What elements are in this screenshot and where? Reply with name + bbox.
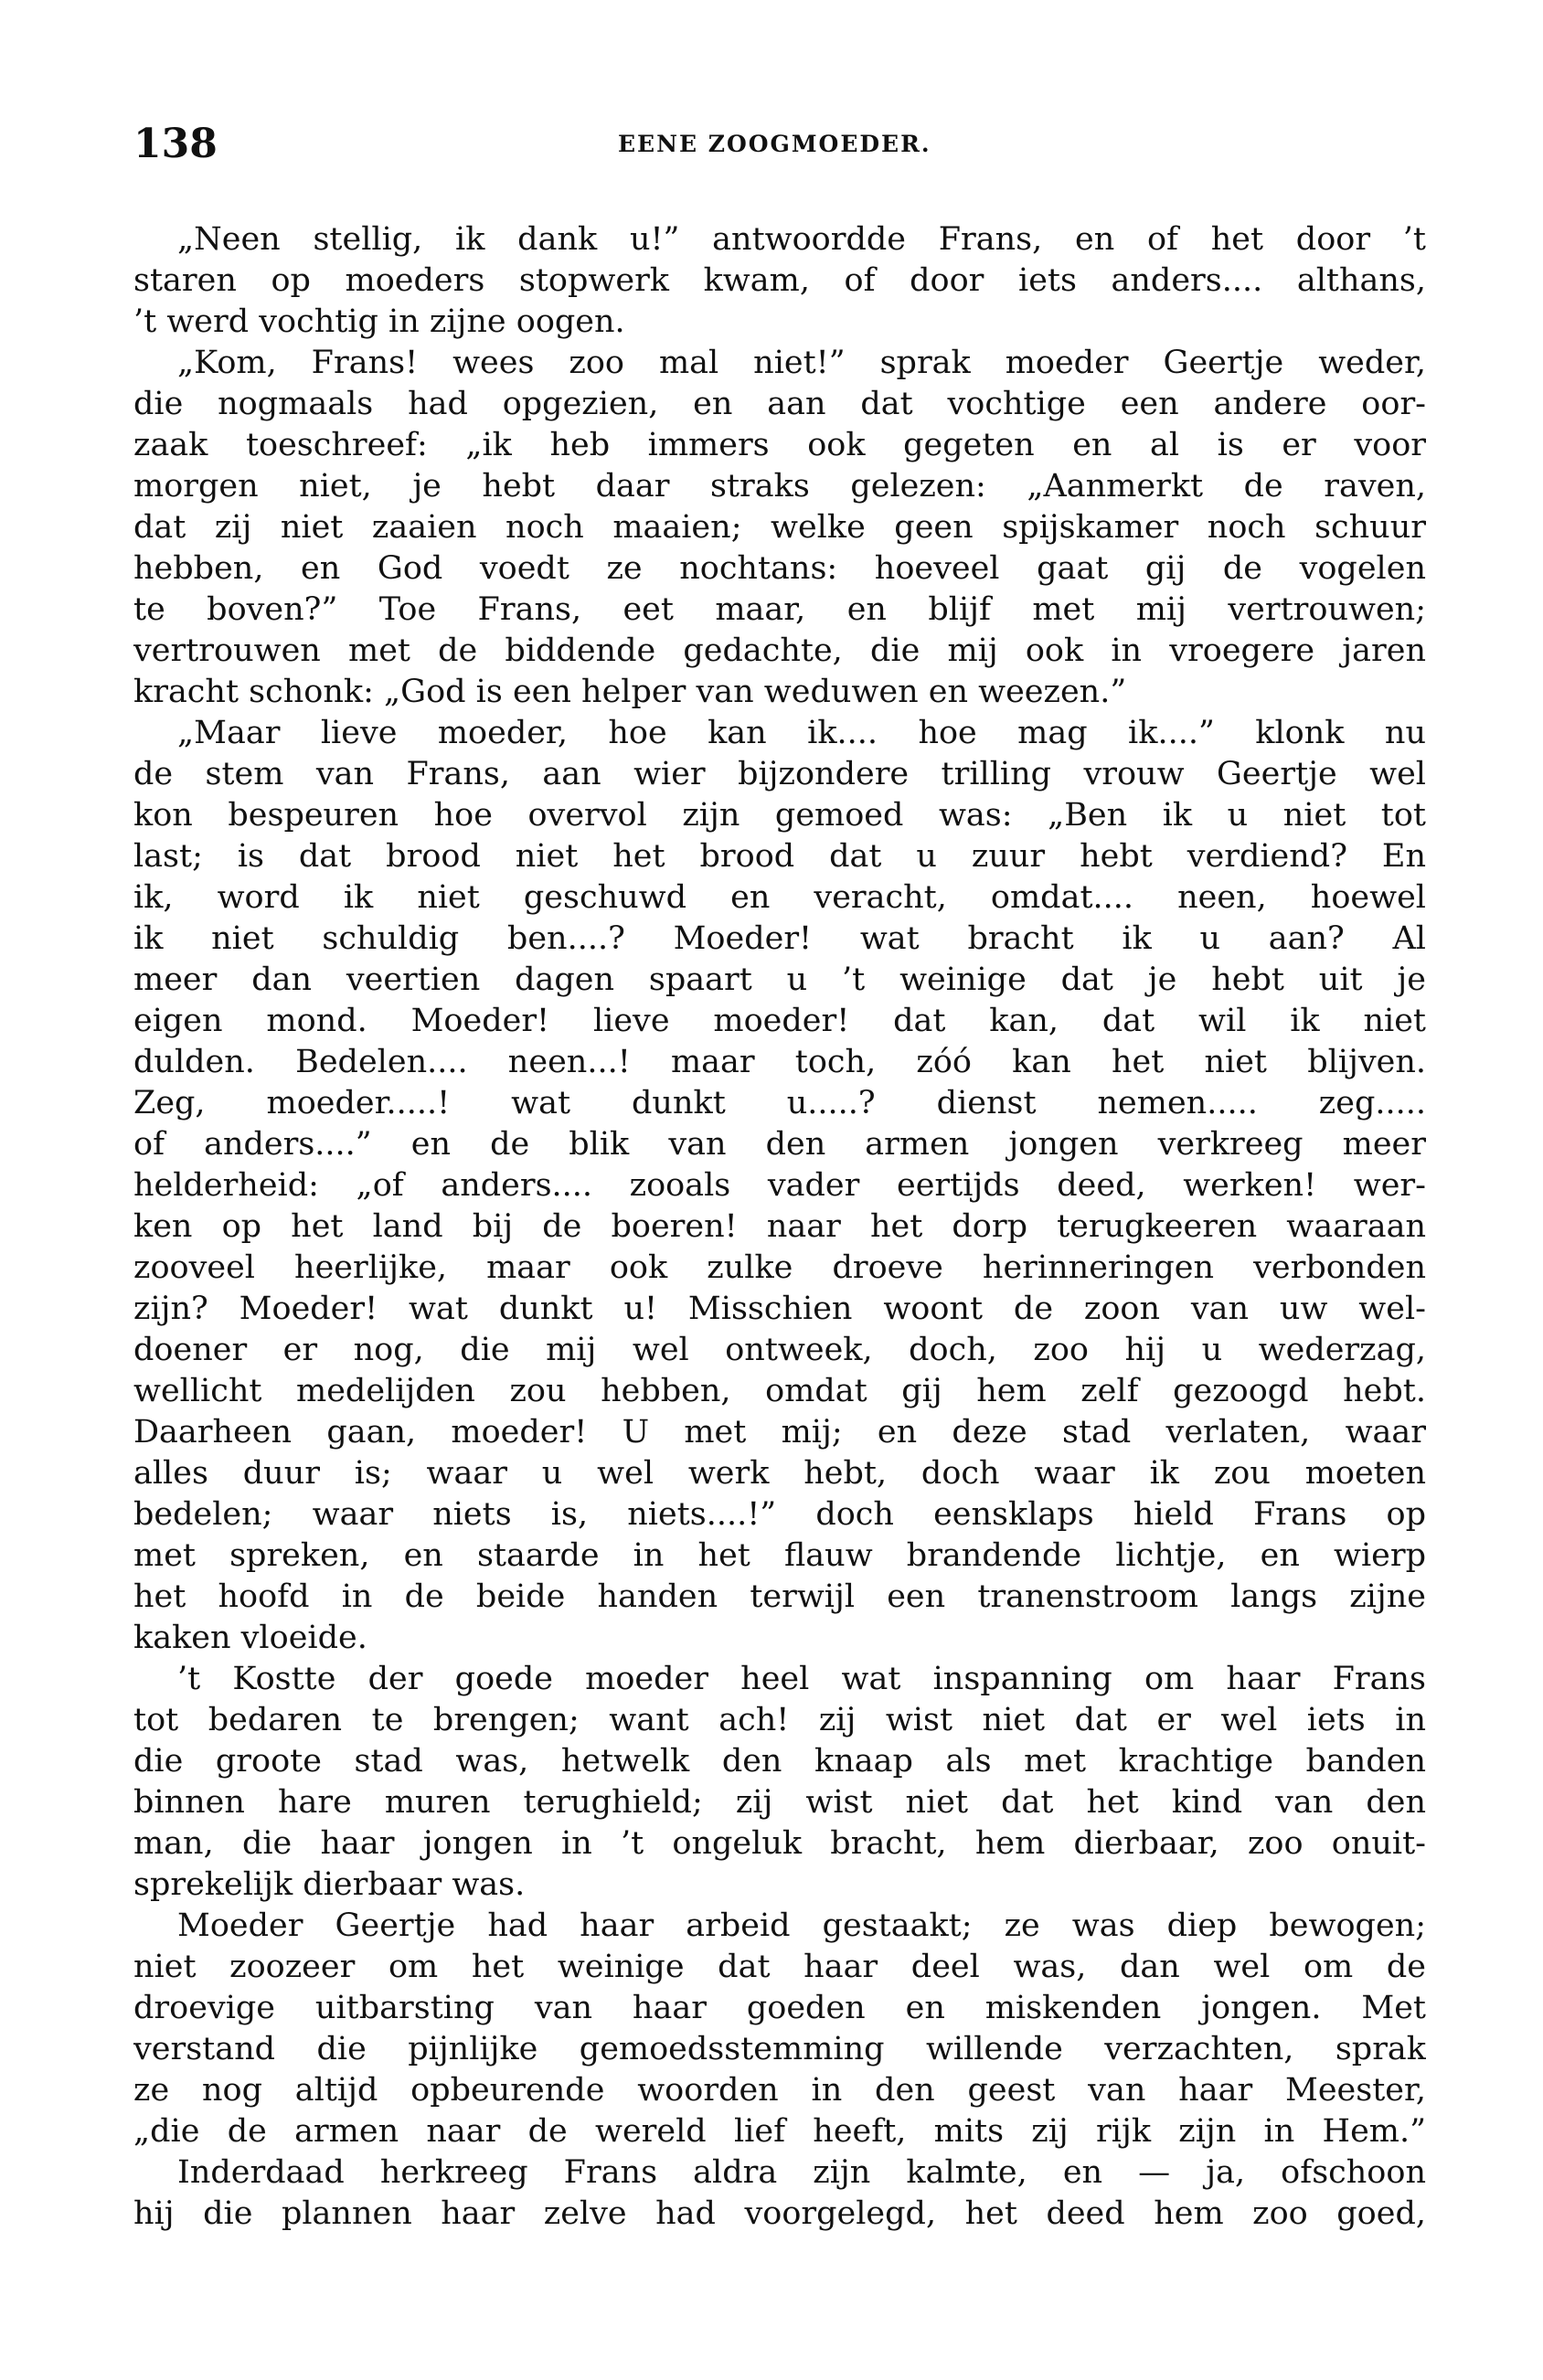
text-line: „Neen stellig, ik dank u!” antwoordde Frans, en of het door ’t [177, 221, 1426, 258]
text-line: of anders....” en de blik van den armen jongen verkreeg meer [133, 1126, 1426, 1163]
text-line: het hoofd in de beide handen terwijl een tranenstroom langs zijne [133, 1578, 1426, 1615]
text-line: verstand die pijnlijke gemoedsstemming willende verzachten, sprak [133, 2031, 1426, 2067]
body-text [133, 219, 1426, 2235]
text-line: bedelen; waar niets is, niets....!” doch eensklaps hield Frans op [133, 1496, 1426, 1533]
text-line: eigen mond. Moeder! lieve moeder! dat kan, dat wil ik niet [133, 1003, 1426, 1039]
text-line: zaak toeschreef: „ik heb immers ook gegeten en al is er voor [133, 427, 1426, 463]
text-line: kon bespeuren hoe overvol zijn gemoed was: „Ben ik u niet tot [133, 797, 1426, 834]
text-line: niet zoozeer om het weinige dat haar deel was, dan wel om de [133, 1949, 1426, 1985]
text-line: ’t Kostte der goede moeder heel wat inspanning om haar Frans [177, 1661, 1426, 1697]
text-line: ik niet schuldig ben....? Moeder! wat bracht ik u aan? Al [133, 920, 1426, 957]
text-line: alles duur is; waar u wel werk hebt, doch waar ik zou moeten [133, 1455, 1426, 1492]
text-line: droevige uitbarsting van haar goeden en miskenden jongen. Met [133, 1990, 1426, 2026]
text-line: die nogmaals had opgezien, en aan dat vochtige een andere oor- [133, 386, 1426, 422]
text-line: meer dan veertien dagen spaart u ’t weinige dat je hebt uit je [133, 962, 1426, 998]
text-line: tot bedaren te brengen; want ach! zij wist niet dat er wel iets in [133, 1702, 1426, 1738]
text-line: ik, word ik niet geschuwd en veracht, omdat.... neen, hoewel [133, 879, 1426, 916]
text-line: doener er nog, die mij wel ontweek, doch, zoo hij u wederzag, [133, 1332, 1426, 1368]
text-line: vertrouwen met de biddende gedachte, die mij ook in vroegere jaren [133, 632, 1426, 669]
text-line: binnen hare muren terughield; zij wist niet dat het kind van den [133, 1784, 1426, 1821]
text-line: met spreken, en staarde in het flauw brandende lichtje, en wierp [133, 1537, 1426, 1574]
text-line: kracht schonk: „God is een helper van weduwen en weezen.” [133, 674, 1127, 710]
text-line: die groote stad was, hetwelk den knaap als met krachtige banden [133, 1743, 1426, 1780]
text-line: dulden. Bedelen.... neen...! maar toch, zóó kan het niet blijven. [133, 1044, 1426, 1080]
page-header [133, 117, 1450, 172]
text-line: dat zij niet zaaien noch maaien; welke geen spijskamer noch schuur [133, 509, 1426, 546]
text-line: helderheid: „of anders.... zooals vader eertijds deed, werken! wer- [133, 1167, 1426, 1204]
text-line: ’t werd vochtig in zijne oogen. [133, 303, 625, 340]
text-line: ken op het land bij de boeren! naar het dorp terugkeeren waaraan [133, 1208, 1426, 1245]
text-line: zijn? Moeder! wat dunkt u! Misschien woont de zoon van uw wel- [133, 1291, 1426, 1327]
text-line: Zeg, moeder.....! wat dunkt u.....? dienst nemen..... zeg..... [133, 1085, 1426, 1121]
text-line: „die de armen naar de wereld lief heeft, mits zij rijk zijn in Hem.” [133, 2113, 1426, 2150]
text-line: kaken vloeide. [133, 1620, 367, 1656]
text-line: hij die plannen haar zelve had voorgelegd, het deed hem zoo goed, [133, 2195, 1426, 2232]
text-line: de stem van Frans, aan wier bijzondere trilling vrouw Geertje wel [133, 756, 1426, 792]
text-line: te boven?” Toe Frans, eet maar, en blijf met mij vertrouwen; [133, 591, 1426, 628]
text-line: last; is dat brood niet het brood dat u zuur hebt verdiend? En [133, 838, 1426, 875]
page-number: 138 [133, 121, 218, 167]
text-line: staren op moeders stopwerk kwam, of door iets anders.... althans, [133, 262, 1426, 299]
text-line: Daarheen gaan, moeder! U met mij; en deze stad verlaten, waar [133, 1414, 1426, 1450]
text-line: ze nog altijd opbeurende woorden in den geest van haar Meester, [133, 2072, 1426, 2109]
text-line: sprekelijk dierbaar was. [133, 1866, 526, 1903]
text-line: zooveel heerlijke, maar ook zulke droeve herinneringen verbonden [133, 1249, 1426, 1286]
text-line: hebben, en God voedt ze nochtans: hoeveel gaat gij de vogelen [133, 550, 1426, 587]
text-line: man, die haar jongen in ’t ongeluk bracht, hem dierbaar, zoo onuit- [133, 1825, 1426, 1862]
text-line: Moeder Geertje had haar arbeid gestaakt; ze was diep bewogen; [177, 1907, 1426, 1944]
text-line: wellicht medelijden zou hebben, omdat gij hem zelf gezoogd hebt. [133, 1373, 1426, 1409]
text-line: morgen niet, je hebt daar straks gelezen: „Aanmerkt de raven, [133, 468, 1426, 505]
text-line: „Maar lieve moeder, hoe kan ik.... hoe mag ik....” klonk nu [177, 715, 1426, 751]
running-title: EENE ZOOGMOEDER. [618, 131, 931, 157]
text-line: „Kom, Frans! wees zoo mal niet!” sprak moeder Geertje weder, [177, 345, 1426, 381]
text-line: Inderdaad herkreeg Frans aldra zijn kalmte, en — ja, ofschoon [177, 2154, 1426, 2191]
